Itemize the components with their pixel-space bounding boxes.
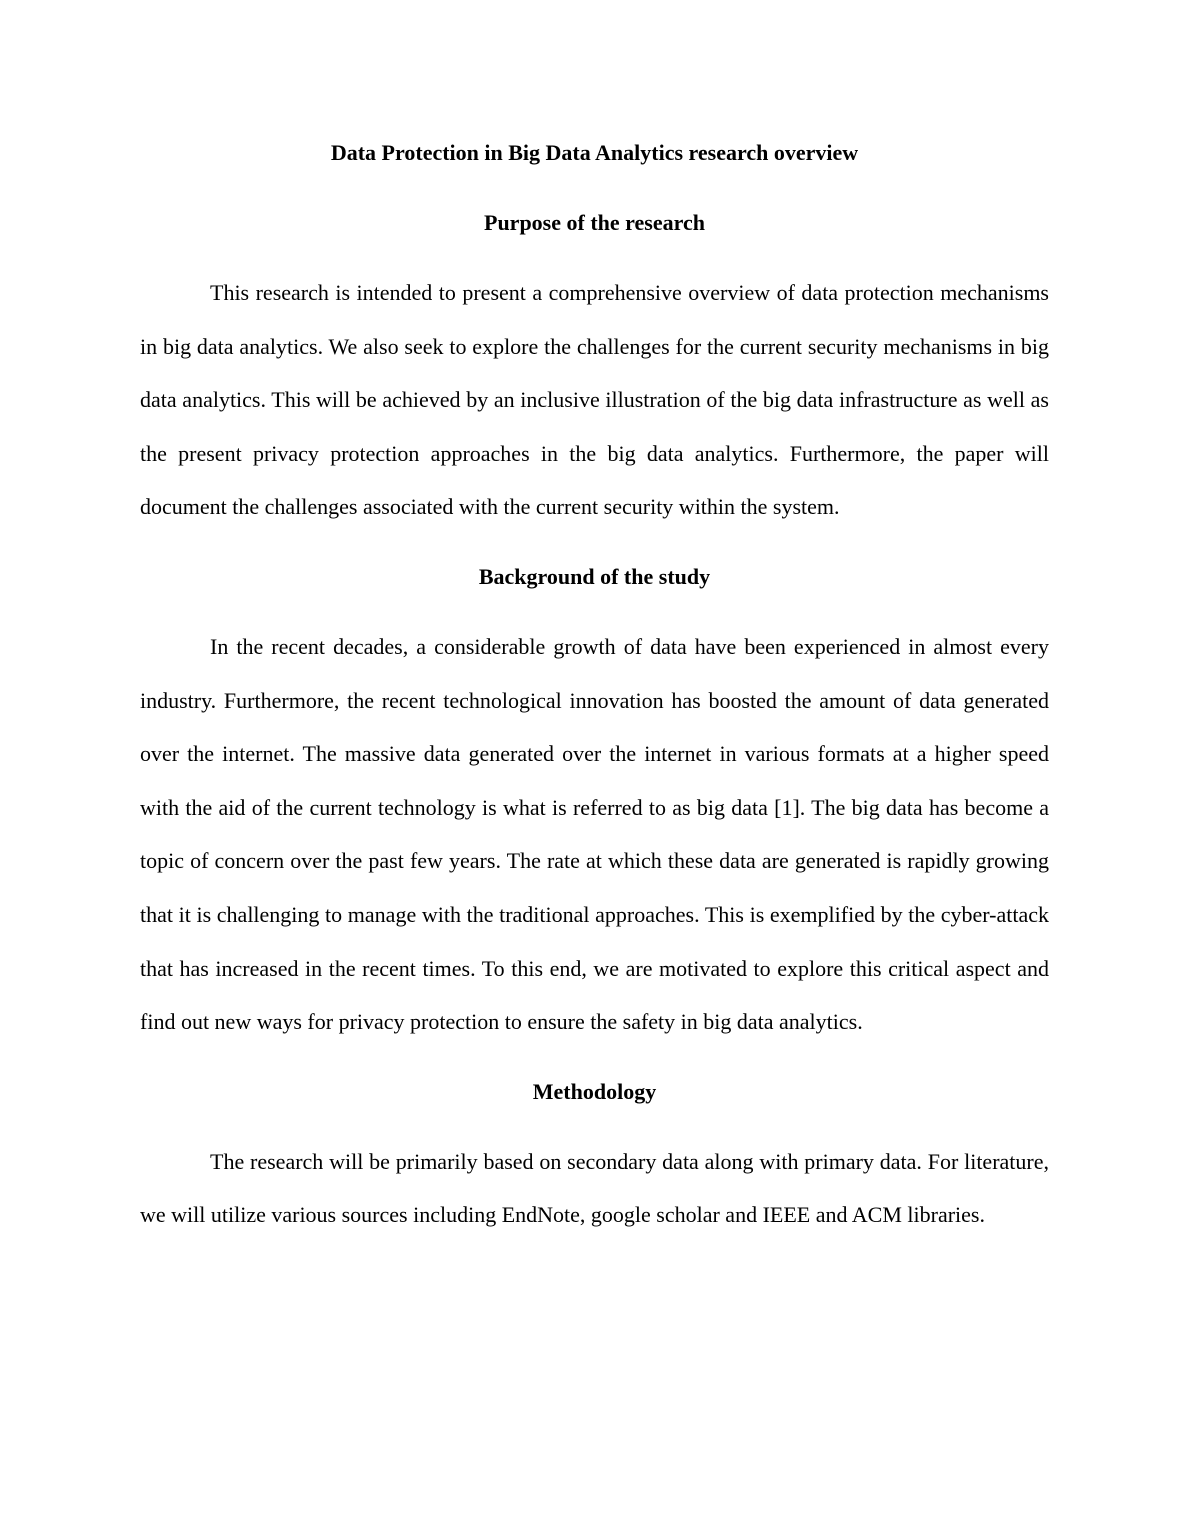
paragraph-background: In the recent decades, a considerable growth of data have been experienced in almost every industry. Furthermore, the recent technological innovation has boosted the amount of data generated over the internet. The massive data generated over the internet in various formats at a higher speed with the aid of the current technology is what is referred to as big data [1]. The big data has become a topic of concern over the past few years. The rate at which these data are generated is rapidly growing that it is challenging to manage with the traditional approaches. This is exemplified by the cyber-attack that has increased in the recent times. To this end, we are motivated to explore this critical aspect and find out new ways for privacy protection to ensure the safety in big data analytics. [140, 633, 1049, 1035]
section-heading-methodology: Methodology [532, 1078, 657, 1104]
section-heading-background: Background of the study [478, 563, 711, 589]
document-title: Data Protection in Big Data Analytics research overview [330, 140, 859, 165]
paragraph-methodology: The research will be primarily based on secondary data along with primary data. For literature, we will utilize various sources including EndNote, google scholar and IEEE and ACM libraries. [140, 1148, 1049, 1228]
section-heading-purpose: Purpose of the research [484, 210, 705, 235]
paragraph-purpose: This research is intended to present a comprehensive overview of data protection mechanisms in big data analytics. We also seek to explore the challenges for the current security mechanisms in big data analytics. This will be achieved by an inclusive illustration of the big data infrastructure as well as the present privacy protection approaches in the big data analytics. Furthermore, the paper will document the challenges associated with the current security within the system. [140, 280, 1049, 520]
document-content [140, 126, 1049, 1258]
